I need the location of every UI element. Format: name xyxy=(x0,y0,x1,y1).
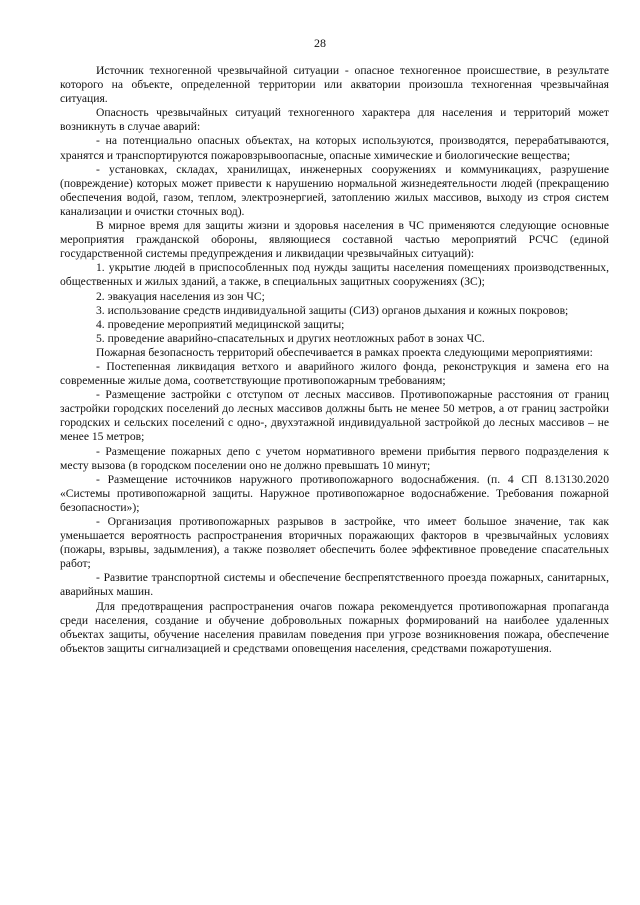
paragraph-source-definition: Источник техногенной чрезвычайной ситуации - опасное техногенное происшествие, в результате которого на объекте, определенной территории или акватории произошла техногенная чрезвычайная ситуация. xyxy=(60,64,609,106)
list-item-firebreaks: - Организация противопожарных разрывов в застройке, что имеет большое значение, так как уменьшается вероятность распространения вторичных поражающих факторов в чрезвычайных условиях (пожары, взрывы, задымления), а также позволяет обеспечить более эффективное проведение спасательных работ; xyxy=(60,515,609,571)
paragraph-danger-intro: Опасность чрезвычайных ситуаций техногенного характера для населения и территорий может возникнуть в случае аварий: xyxy=(60,106,609,134)
list-item-rescue-works: 5. проведение аварийно-спасательных и других неотложных работ в зонах ЧС. xyxy=(96,331,485,345)
page-number: 28 xyxy=(314,36,326,50)
list-item-dilapidated-housing: - Постепенная ликвидация ветхого и аварийного жилого фонда, реконструкция и замена его на современные жилые дома, соответствующие противопожарным требованиям; xyxy=(60,359,609,388)
list-item-protective-equipment: 3. использование средств индивидуальной защиты (СИЗ) органов дыхания и кожных покровов; xyxy=(96,303,569,317)
list-item-hazardous-objects: - на потенциально опасных объектах, на которых используются, производятся, перерабатываются, хранятся и транспортируются пожаровзрывоопасные, опасные химические и биологические вещества; xyxy=(60,134,609,162)
list-item-forest-setback: - Размещение застройки с отступом от лесных массивов. Противопожарные расстояния от границ застройки городских поселений до лесных массивов должны быть не менее 50 метров, а от границ застройки городских и сельских поселений с одно-, двухэтажной индивидуальной застройкой до лесных массивов – не менее 15 метров; xyxy=(60,388,609,444)
paragraph-civil-defense-intro: В мирное время для защиты жизни и здоровья населения в ЧС применяются следующие основные мероприятия гражданской обороны, являющиеся составной частью мероприятий РСЧС (единой государственной системы предупреждения и ликвидации чрезвычайных ситуаций): xyxy=(60,219,609,261)
paragraph-fire-prevention: Для предотвращения распространения очагов пожара рекомендуется противопожарная пропаганда среди населения, создание и обучение добровольных пожарных формирований на наиболее удаленных объектах защиты, обучение населения правилам поведения при угрозе возникновения пожара, обеспечение объектов защиты сигнализацией и средствами оповещения населения, средствами пожаротушения. xyxy=(60,599,609,655)
list-item-fire-depots: - Размещение пожарных депо с учетом нормативного времени прибытия первого подразделения к месту вызова (в городском поселении оно не должно превышать 10 минут; xyxy=(60,444,609,472)
list-item-transport-system: - Развитие транспортной системы и обеспечение беспрепятственного проезда пожарных, санитарных, аварийных машин. xyxy=(60,571,609,599)
list-item-installations: - установках, складах, хранилищах, инженерных сооружениях и коммуникациях, разрушение (повреждение) которых может привести к нарушению нормальной жизнедеятельности людей (прекращению обеспечения водой, газом, теплом, электроэнергией, затоплению жилых массивов, выходу из строя систем канализации и очистки сточных вод). xyxy=(60,162,609,218)
list-item-shelter: 1. укрытие людей в приспособленных под нужды защиты населения помещениях производственных, общественных и жилых зданий, а также, в специальных защитных сооружениях (ЗС); xyxy=(60,261,609,289)
paragraph-fire-safety-intro: Пожарная безопасность территорий обеспечивается в рамках проекта следующими мероприятиями: xyxy=(96,345,593,359)
document-body xyxy=(60,64,609,656)
list-item-water-supply: - Размещение источников наружного противопожарного водоснабжения. (п. 4 СП 8.13130.2020 «Системы противопожарной защиты. Наружное противопожарное водоснабжение. Требования пожарной безопасности»); xyxy=(60,472,609,514)
list-item-medical-protection: 4. проведение мероприятий медицинской защиты; xyxy=(96,317,345,331)
list-item-evacuation: 2. эвакуация населения из зон ЧС; xyxy=(96,289,265,303)
